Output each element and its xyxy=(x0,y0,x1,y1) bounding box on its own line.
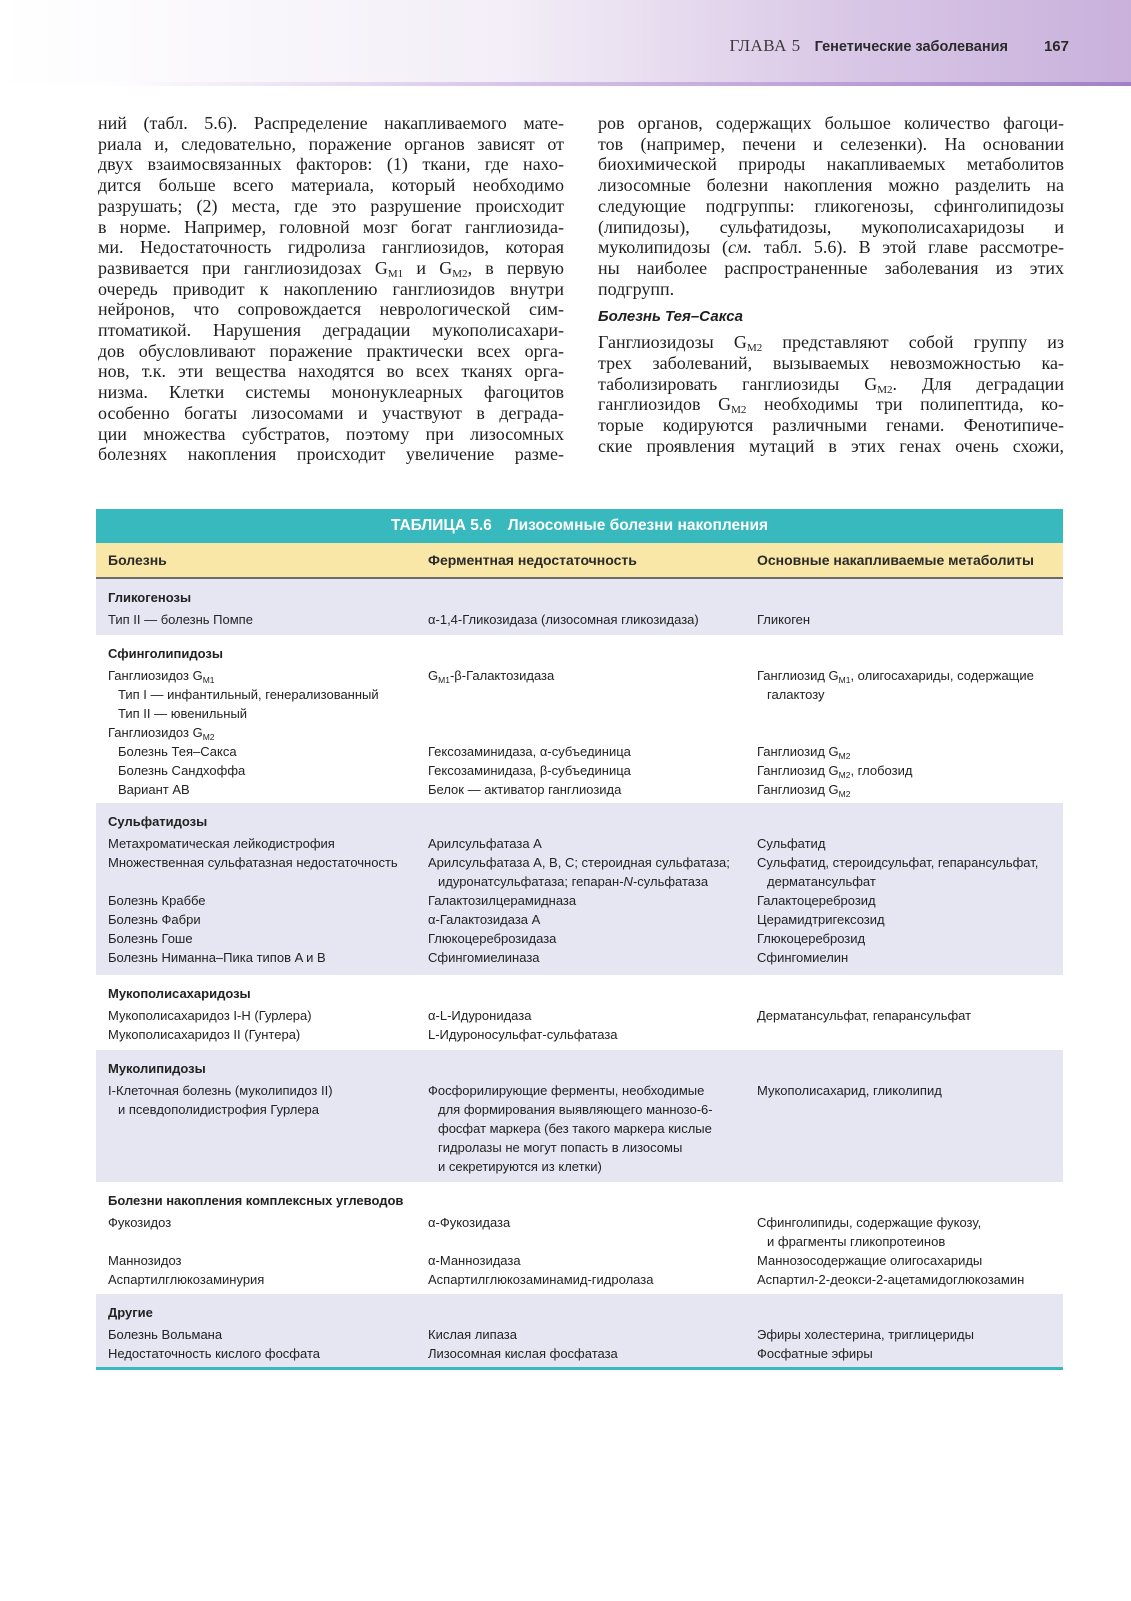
table-cell: Фосфатные эфиры xyxy=(757,1346,873,1361)
text-line: торые кодируются различными генами. Фенотипиче- xyxy=(598,415,1064,436)
text-line: птоматикой. Нарушения деградации мукополисахари- xyxy=(98,320,564,341)
table-cell: Арилсульфатаза A xyxy=(428,836,542,851)
table-cell: Галактозилцерамидназа xyxy=(428,893,577,908)
table-5-6 xyxy=(96,509,1063,1370)
table-cell: Гексозаминидаза, α-субъединица xyxy=(428,744,631,759)
table-title-bar xyxy=(96,509,1063,543)
table-group-sulfatidoses xyxy=(96,803,1063,975)
text-line: ские проявления мутаций в этих генах очень схожи, xyxy=(598,435,1064,456)
table-cell: α-Галактозидаза A xyxy=(428,912,541,927)
text-line: ний (табл. 5.6). Распределение накапливаемого мате- xyxy=(98,113,564,133)
table-cell: Тип II — ювенильный xyxy=(118,706,248,721)
table-cell: Ганглиозид $G_{M2}$, глобозид xyxy=(757,763,913,780)
table-cell: Фукозидоз xyxy=(108,1215,172,1230)
table-cell: Глюкоцереброзид xyxy=(757,931,866,946)
table-cell: идуронатсульфатаза; гепаран-N-сульфатаза xyxy=(438,874,709,889)
table-cell: фосфат маркера (без такого маркера кислые xyxy=(438,1121,712,1136)
table-group-glycogenoses xyxy=(96,579,1063,635)
table-cell: Мукополисахаридоз I-H (Гурлера) xyxy=(108,1008,312,1023)
group-title: Гликогенозы xyxy=(108,590,192,605)
text-line: подгрупп. xyxy=(598,278,675,299)
table-cell: Сульфатид, стероидсульфат, гепарансульфат, xyxy=(757,855,1039,870)
text-line: биохимической природы накапливаемых метаболитов xyxy=(598,154,1064,175)
table-cell: для формирования выявляющего маннозо-6- xyxy=(438,1102,713,1117)
text-line: дится больше всего материала, который необходимо xyxy=(98,175,564,196)
text-line: муколипидозы (см. табл. 5.6). В этой главе рассмотре- xyxy=(598,237,1064,258)
table-cell: Аспартилглюкозаминамид-гидролаза xyxy=(428,1272,654,1287)
table-cell: Сфинголипиды, содержащие фукозу, xyxy=(757,1215,982,1230)
text-line: ров органов, содержащих большое количество фагоци- xyxy=(598,113,1064,133)
group-title: Сульфатидозы xyxy=(108,814,208,829)
text-line: риала и, следовательно, поражение органов зависят от xyxy=(98,133,564,154)
text-line: таболизировать ганглиозиды $G_{M2}$. Для деградации xyxy=(598,373,1064,396)
table-cell: Болезнь Ниманна–Пика типов A и B xyxy=(108,950,326,965)
table-cell: Сфингомиелиназа xyxy=(428,950,540,965)
table-group-complex-carbohydrates xyxy=(96,1182,1063,1294)
table-cell: Аспартилглюкозаминурия xyxy=(108,1272,265,1287)
text-line: двух взаимосвязанных факторов: (1) ткани, где нахо- xyxy=(98,154,564,175)
table-cell: Кислая липаза xyxy=(428,1327,517,1342)
body-text-left xyxy=(98,113,564,465)
table-cell: Ганглиозид $G_{M2}$ xyxy=(757,782,851,799)
text-line: нейронов, что сопровождается неврологической сим- xyxy=(98,299,564,320)
table-cell: Болезнь Сандхоффа xyxy=(118,763,246,778)
text-line: особенно богаты лизосомами и участвуют в деграда- xyxy=(98,402,564,423)
table-header-row xyxy=(96,543,1063,579)
text-line: Ганглиозидозы $G_{M2}$ представляют собой группу из xyxy=(598,332,1064,355)
table-group-mucolipidoses xyxy=(96,1050,1063,1182)
table-cell: α-Фукозидаза xyxy=(428,1215,511,1230)
table-cell: α-Маннозидаза xyxy=(428,1253,521,1268)
section-subheading: Болезнь Тея–Сакса xyxy=(598,308,743,326)
table-cell: и псевдополидистрофия Гурлера xyxy=(118,1102,320,1117)
text-line: разрушать; (2) места, где это разрушение происходит xyxy=(98,195,564,216)
chapter-label: ГЛАВА 5 xyxy=(729,36,801,55)
table-cell: Тип II — болезнь Помпе xyxy=(108,612,253,627)
table-cell: Сфингомиелин xyxy=(757,950,849,965)
table-cell: $G_{M1}-\beta$-Галактозидаза xyxy=(428,668,555,685)
table-cell: α-L-Идуронидаза xyxy=(428,1008,532,1023)
table-cell: Мукополисахаридоз II (Гунтера) xyxy=(108,1027,301,1042)
table-cell: Болезнь Вольмана xyxy=(108,1327,223,1342)
text-line: нов, т.к. эти вещества находятся во всех тканях орга- xyxy=(98,361,564,382)
table-cell: Ганглиозид $G_{M2}$ xyxy=(757,744,851,761)
table-cell: Ганглиозид $G_{M1}$, олигосахариды, содержащие xyxy=(757,668,1034,685)
chapter-title: Генетические заболевания xyxy=(814,39,1008,55)
table-cell: Церамидтригексозид xyxy=(757,912,885,927)
table-cell: Белок — активатор ганглиозида xyxy=(428,782,622,797)
table-cell: Гликоген xyxy=(757,612,811,627)
text-line: ции множества субстратов, поэтому при лизосомных xyxy=(98,423,564,444)
group-title: Сфинголипидозы xyxy=(108,646,223,661)
text-line: низма. Клетки системы мононуклеарных фагоцитов xyxy=(98,382,564,403)
text-line: ны наиболее распространенные заболевания из этих xyxy=(598,257,1064,278)
table-cell: и фрагменты гликопротеинов xyxy=(767,1234,946,1249)
table-group-mucopolysaccharidoses xyxy=(96,975,1063,1050)
table-label: ТАБЛИЦА 5.6 xyxy=(390,517,492,534)
table-cell: Сульфатид xyxy=(757,836,826,851)
text-line: тов (например, печени и селезенки). На основании xyxy=(598,133,1064,154)
text-line: в норме. Например, головной мозг богат ганглиозида- xyxy=(98,216,564,237)
table-group-sphingolipidoses xyxy=(96,635,1063,803)
text-line: лизосомные болезни накопления можно разделить на xyxy=(598,175,1064,196)
table-cell: гидролазы не могут попасть в лизосомы xyxy=(438,1140,683,1155)
table-cell: Болезнь Тея–Сакса xyxy=(118,744,237,759)
group-title: Мукополисахаридозы xyxy=(108,986,251,1001)
table-cell: Болезнь Гоше xyxy=(108,931,193,946)
column-header-enzyme: Ферментная недостаточность xyxy=(428,552,637,568)
table-cell: Тип I — инфантильный, генерализованный xyxy=(118,687,379,702)
table-cell: Вариант AB xyxy=(118,782,190,797)
table-cell: дерматансульфат xyxy=(767,874,876,889)
table-cell: Ганглиозидоз $G_{M1}$ xyxy=(108,668,215,685)
table-cell: Дерматансульфат, гепарансульфат xyxy=(757,1008,972,1023)
text-line: болезнях накопления происходит увеличение разме- xyxy=(98,444,564,465)
table-cell: Эфиры холестерина, триглицериды xyxy=(757,1327,974,1342)
page-number: 167 xyxy=(1043,38,1069,55)
text-line: дов обусловливают поражение практически всех орга- xyxy=(98,340,564,361)
table-cell: Болезнь Краббе xyxy=(108,893,206,908)
group-title: Муколипидозы xyxy=(108,1061,206,1076)
table-cell: Ганглиозидоз $G_{M2}$ xyxy=(108,725,215,742)
column-header-disease: Болезнь xyxy=(108,552,167,568)
text-line: ми. Недостаточность гидролиза ганглиозидов, которая xyxy=(98,237,564,258)
table-cell: и секретируются из клетки) xyxy=(438,1159,602,1174)
table-cell: Аспартил-2-деокси-2-ацетамидоглюкозамин xyxy=(757,1272,1025,1287)
table-cell: Гексозаминидаза, β-субъединица xyxy=(428,763,631,778)
table-title: Лизосомные болезни накопления xyxy=(507,517,769,534)
table-cell: Метахроматическая лейкодистрофия xyxy=(108,836,335,851)
table-group-others xyxy=(96,1294,1063,1367)
table-cell: Болезнь Фабри xyxy=(108,912,201,927)
table-cell: Множественная сульфатазная недостаточность xyxy=(108,855,398,870)
group-title: Другие xyxy=(108,1305,153,1320)
running-head xyxy=(729,36,1069,60)
table-cell: галактозу xyxy=(767,687,825,702)
text-line: следующие подгруппы: гликогенозы, сфинголипидозы xyxy=(598,195,1064,216)
text-line: развивается при ганглиозидозах $G_{M1}$ и $G_{M2}$, в первую xyxy=(98,257,564,280)
table-cell: Недостаточность кислого фосфата xyxy=(108,1346,320,1361)
column-header-metabolites: Основные накапливаемые метаболиты xyxy=(757,552,1034,568)
table-cell: Глюкоцереброзидаза xyxy=(428,931,557,946)
table-cell: α-1,4-Гликозидаза (лизосомная гликозидаза) xyxy=(428,612,699,627)
table-cell: Мукополисахарид, гликолипид xyxy=(757,1083,942,1098)
table-cell: Лизосомная кислая фосфатаза xyxy=(428,1346,618,1361)
text-line: очередь приводит к накоплению ганглиозидов внутри xyxy=(98,278,564,299)
table-cell: Арилсульфатаза A, B, C; стероидная сульфатаза; xyxy=(428,855,730,870)
text-line: трех заболеваний, вызываемых невозможностью ка- xyxy=(598,353,1064,374)
table-cell: I-Клеточная болезнь (муколипидоз II) xyxy=(108,1083,333,1098)
table-bottom-rule xyxy=(96,1367,1063,1370)
table-cell: Маннозидоз xyxy=(108,1253,182,1268)
text-line: ганглиозидов $G_{M2}$ необходимы три полипептида, ко- xyxy=(598,394,1064,417)
table-cell: Маннозосодержащие олигосахариды xyxy=(757,1253,983,1268)
table-cell: Галактоцереброзид xyxy=(757,893,876,908)
text-line: (липидозы), сульфатидозы, мукополисахаридозы и xyxy=(598,216,1064,237)
table-cell: L-Идуроносульфат-сульфатаза xyxy=(428,1027,618,1042)
group-title: Болезни накопления комплексных углеводов xyxy=(108,1193,404,1208)
table-cell: Фосфорилирующие ферменты, необходимые xyxy=(428,1083,705,1098)
body-text-right xyxy=(598,113,1064,457)
header-rule xyxy=(100,82,1131,86)
